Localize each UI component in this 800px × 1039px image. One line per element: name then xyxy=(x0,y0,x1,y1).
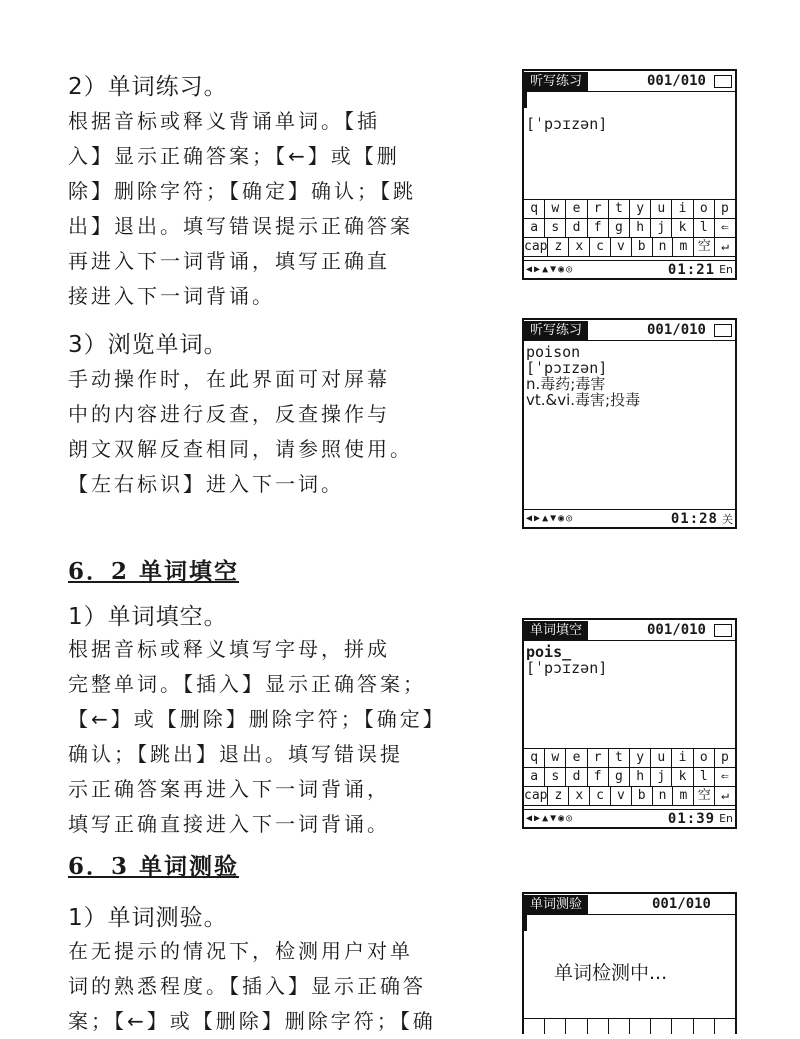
paragraph-line: 确认；【跳出】退出。填写错误提 xyxy=(68,742,403,766)
section-heading-word-fill: 1）单词填空。 xyxy=(68,604,228,630)
paragraph-word-fill xyxy=(68,632,468,842)
paragraph-line: 示正确答案再进入下一词背诵， xyxy=(68,777,390,801)
paragraph-line: 根据音标或释义背诵单词。【插 xyxy=(68,109,380,133)
keyboard-key[interactable]: k xyxy=(672,219,693,237)
speaker-icon[interactable]: ◉ xyxy=(558,264,565,275)
close-label[interactable]: 关 xyxy=(722,512,733,526)
word-counter: 001/010 xyxy=(646,622,706,638)
keyboard-key[interactable]: v xyxy=(611,787,632,805)
keyboard-key[interactable]: d xyxy=(566,768,587,786)
keyboard-key[interactable]: x xyxy=(569,238,590,256)
keyboard-row xyxy=(524,219,735,238)
left-arrow-icon[interactable]: ◀ xyxy=(526,813,533,824)
screen-statusbar xyxy=(524,260,735,278)
mode-label: 听写练习 xyxy=(524,321,588,340)
paragraph-line: 朗文双解反查相同，请参照使用。 xyxy=(68,437,413,461)
volume-down-icon[interactable]: ▼ xyxy=(550,813,557,824)
onscreen-keyboard[interactable] xyxy=(524,748,735,806)
phonetic-line: [ˈpɔɪzən] xyxy=(526,115,608,133)
paragraph-line: 【←】或【删除】删除字符；【确定】 xyxy=(68,707,446,731)
screen-titlebar xyxy=(524,320,735,341)
keyboard-key[interactable]: w xyxy=(545,749,566,767)
keyboard-key[interactable]: c xyxy=(590,238,611,256)
keyboard-key[interactable]: z xyxy=(548,238,569,256)
paragraph-line: 接进入下一词背诵。 xyxy=(68,284,275,308)
battery-icon xyxy=(714,624,732,637)
keyboard-key[interactable]: a xyxy=(524,219,545,237)
paragraph-line: 除】删除字符；【确定】确认；【跳 xyxy=(68,179,416,203)
cursor-marker xyxy=(524,92,527,108)
section-title-6-3: 6．3 单词测验 xyxy=(68,853,240,880)
keyboard-key[interactable]: c xyxy=(590,787,611,805)
paragraph-line: 出】退出。填写错误提示正确答案 xyxy=(68,214,413,238)
repeat-icon[interactable]: ◎ xyxy=(566,513,573,524)
keyboard-key[interactable]: e xyxy=(566,749,587,767)
time-display: 01:28 xyxy=(670,510,718,527)
word-line[interactable]: poison xyxy=(526,343,581,361)
paragraph-line: 根据音标或释义填写字母，拼成 xyxy=(68,637,390,661)
phonetic-line: [ˈpɔɪzən] xyxy=(526,359,608,377)
keyboard-key[interactable]: r xyxy=(588,200,609,218)
keyboard-key[interactable]: d xyxy=(566,219,587,237)
volume-up-icon[interactable]: ▲ xyxy=(542,264,549,275)
keyboard-key[interactable]: 空 xyxy=(694,787,715,805)
keyboard-key[interactable]: s xyxy=(545,768,566,786)
keyboard-key[interactable]: r xyxy=(588,749,609,767)
keyboard-key[interactable]: t xyxy=(609,749,630,767)
keyboard-row xyxy=(524,749,735,768)
keyboard-key[interactable]: b xyxy=(632,238,653,256)
keyboard-key[interactable]: y xyxy=(630,749,651,767)
keyboard-key[interactable]: o xyxy=(694,200,715,218)
screen-titlebar xyxy=(524,620,735,641)
paragraph-browse-words xyxy=(68,362,468,502)
keyboard-key[interactable]: n xyxy=(653,787,674,805)
keyboard-key[interactable]: l xyxy=(694,219,715,237)
section-title-6-2: 6．2 单词填空 xyxy=(68,558,240,585)
keyboard-key[interactable]: w xyxy=(545,200,566,218)
keyboard-key[interactable]: ⇐ xyxy=(721,769,729,784)
phonetic-line: [ˈpɔɪzən] xyxy=(526,659,608,677)
keyboard-key[interactable]: ↵ xyxy=(721,788,729,803)
right-arrow-icon[interactable]: ▶ xyxy=(534,513,541,524)
keyboard-key[interactable]: e xyxy=(566,200,587,218)
keyboard-key[interactable]: ⇐ xyxy=(721,220,729,235)
keyboard-key[interactable]: i xyxy=(672,200,693,218)
device-screen-word-test xyxy=(522,892,737,1034)
section-heading-browse-words: 3）浏览单词。 xyxy=(68,332,228,358)
keyboard-key[interactable]: h xyxy=(630,219,651,237)
repeat-icon[interactable]: ◎ xyxy=(566,813,573,824)
paragraph-line: 案；【←】或【删除】删除字符；【确 xyxy=(68,1009,436,1033)
keyboard-key[interactable]: m xyxy=(673,787,694,805)
word-counter: 001/010 xyxy=(646,322,706,338)
speaker-icon[interactable]: ◉ xyxy=(558,813,565,824)
paragraph-line: 【左右标识】进入下一词。 xyxy=(68,472,344,496)
screen-titlebar xyxy=(524,71,735,92)
keyboard-key[interactable]: 空 xyxy=(694,238,715,256)
screen-titlebar xyxy=(524,894,735,915)
keyboard-key[interactable]: a xyxy=(524,768,545,786)
volume-up-icon[interactable]: ▲ xyxy=(542,813,549,824)
keyboard-key[interactable]: j xyxy=(651,768,672,786)
time-display: 01:39 xyxy=(667,810,716,827)
keyboard-key[interactable]: g xyxy=(609,768,630,786)
keyboard-key[interactable]: ↵ xyxy=(721,239,729,254)
right-arrow-icon[interactable]: ▶ xyxy=(534,813,541,824)
screen-statusbar xyxy=(524,509,735,527)
device-screen-dictation-2 xyxy=(522,318,737,529)
keyboard-key[interactable]: f xyxy=(588,768,609,786)
definition-line[interactable]: n.毒药;毒害 xyxy=(526,375,606,393)
paragraph-word-practice xyxy=(68,104,468,314)
mode-label: 单词填空 xyxy=(524,621,588,640)
keyboard-key[interactable]: v xyxy=(611,238,632,256)
speaker-icon[interactable]: ◉ xyxy=(558,513,565,524)
keyboard-key[interactable]: p xyxy=(721,201,729,216)
section-heading-word-test: 1）单词测验。 xyxy=(68,905,228,931)
keyboard-row xyxy=(524,787,735,806)
onscreen-keyboard-partial[interactable] xyxy=(524,1018,735,1034)
volume-up-icon[interactable]: ▲ xyxy=(542,513,549,524)
screen-statusbar xyxy=(524,809,735,827)
keyboard-key[interactable]: u xyxy=(651,749,672,767)
battery-icon xyxy=(714,324,732,337)
volume-down-icon[interactable]: ▼ xyxy=(550,264,557,275)
keyboard-key[interactable]: m xyxy=(673,238,694,256)
section-heading-word-practice: 2）单词练习。 xyxy=(68,74,228,100)
keyboard-key[interactable]: z xyxy=(548,787,569,805)
paragraph-line: 填写正确直接进入下一词背诵。 xyxy=(68,812,390,836)
keyboard-key[interactable]: s xyxy=(545,219,566,237)
keyboard-key[interactable]: h xyxy=(630,768,651,786)
paragraph-line: 手动操作时，在此界面可对屏幕 xyxy=(68,367,390,391)
time-display: 01:21 xyxy=(667,261,716,278)
word-counter: 001/010 xyxy=(651,896,711,912)
repeat-icon[interactable]: ◎ xyxy=(566,264,573,275)
device-screen-word-fill xyxy=(522,618,737,829)
keyboard-row xyxy=(524,238,735,257)
testing-message: 单词检测中... xyxy=(554,962,668,984)
keyboard-key[interactable]: y xyxy=(630,200,651,218)
mode-label: 单词测验 xyxy=(524,895,588,914)
input-mode-label: En xyxy=(719,812,733,825)
answer-input[interactable]: pois_ xyxy=(526,643,572,661)
keyboard-key[interactable]: cap xyxy=(524,788,548,803)
keyboard-key[interactable]: u xyxy=(651,200,672,218)
keyboard-key[interactable]: f xyxy=(588,219,609,237)
volume-down-icon[interactable]: ▼ xyxy=(550,513,557,524)
paragraph-line: 再进入下一词背诵，填写正确直 xyxy=(68,249,390,273)
word-counter: 001/010 xyxy=(646,73,706,89)
left-arrow-icon[interactable]: ◀ xyxy=(526,513,533,524)
keyboard-key[interactable]: j xyxy=(651,219,672,237)
paragraph-line: 词的熟悉程度。【插入】显示正确答 xyxy=(68,974,426,998)
left-arrow-icon[interactable]: ◀ xyxy=(526,264,533,275)
keyboard-key[interactable]: cap xyxy=(524,239,548,254)
input-mode-label: En xyxy=(719,263,733,276)
keyboard-key[interactable]: q xyxy=(524,200,545,218)
mode-label: 听写练习 xyxy=(524,72,588,91)
keyboard-key[interactable]: t xyxy=(609,200,630,218)
keyboard-key[interactable]: n xyxy=(653,238,674,256)
paragraph-line: 在无提示的情况下，检测用户对单 xyxy=(68,939,413,963)
keyboard-row xyxy=(524,768,735,787)
device-screen-dictation-1 xyxy=(522,69,737,280)
keyboard-key[interactable]: q xyxy=(524,749,545,767)
keyboard-key[interactable]: p xyxy=(721,750,729,765)
keyboard-key[interactable]: x xyxy=(569,787,590,805)
paragraph-line: 完整单词。【插入】显示正确答案； xyxy=(68,672,426,696)
keyboard-row xyxy=(524,200,735,219)
battery-icon xyxy=(714,75,732,88)
keyboard-key[interactable]: l xyxy=(694,768,715,786)
paragraph-word-test xyxy=(68,934,468,1039)
keyboard-key[interactable]: k xyxy=(672,768,693,786)
cursor-marker xyxy=(524,915,527,931)
paragraph-line: 中的内容进行反查，反查操作与 xyxy=(68,402,390,426)
keyboard-key[interactable]: o xyxy=(694,749,715,767)
paragraph-line: 入】显示正确答案；【←】或【删 xyxy=(68,144,400,168)
right-arrow-icon[interactable]: ▶ xyxy=(534,264,541,275)
keyboard-key[interactable]: i xyxy=(672,749,693,767)
keyboard-key[interactable]: b xyxy=(632,787,653,805)
definition-line[interactable]: vt.&vi.毒害;投毒 xyxy=(526,391,641,409)
keyboard-key[interactable]: g xyxy=(609,219,630,237)
onscreen-keyboard[interactable] xyxy=(524,199,735,257)
